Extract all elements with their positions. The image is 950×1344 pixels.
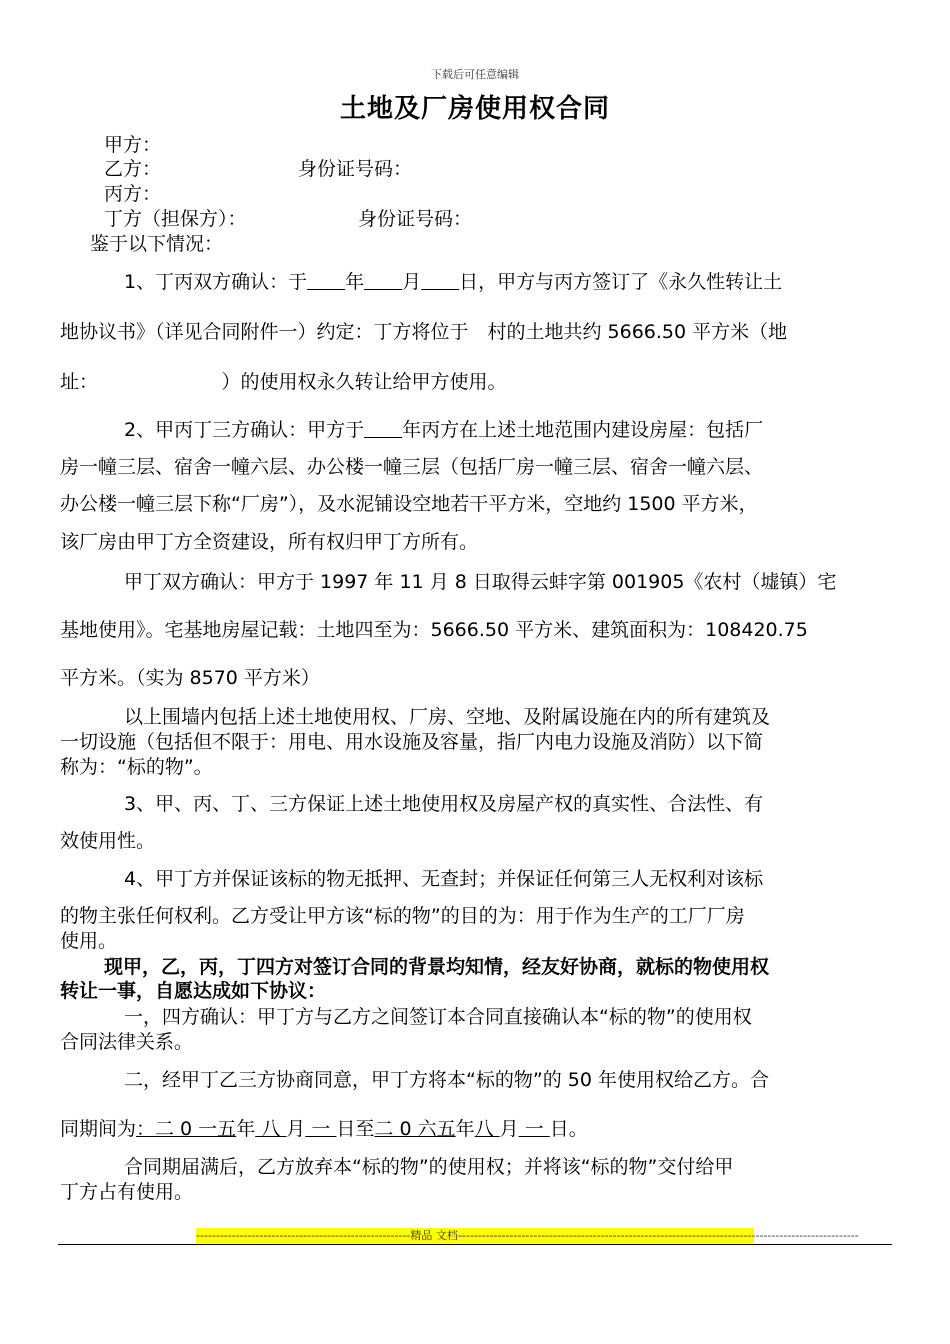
year-unit: 年 — [236, 1118, 256, 1140]
clause2-line1 — [60, 418, 892, 443]
clause2-line2: 房一幢三层、宿舍一幢六层、办公楼一幢三层（包括厂房一幢三层、宿舍一幢六层、 — [60, 456, 764, 478]
day-to-unit: 日至 — [336, 1118, 375, 1140]
clause1-line1 — [60, 270, 892, 295]
agreement-line1: 现甲，乙，丙，丁四方对签订合同的背景均知情，经友好协商，就标的物使用权 — [104, 956, 770, 978]
footer-banner: ------------------------------------------------------精品 文档----------------------------------------------------------------------------------------------------- — [196, 1229, 859, 1242]
article2-term-label: 同期间为 — [60, 1118, 137, 1140]
clause2b-line2: 基地使用》。宅基地房屋记载：土地四至为：5666.50 平方米、建筑面积为：108420.75 — [60, 619, 808, 641]
party-yi — [60, 157, 892, 182]
end-year: 二 0 六五 — [374, 1118, 456, 1140]
clause2b-line3: 平方米。（实为 8570 平方米） — [60, 667, 320, 689]
subject-line2: 一切设施（包括但不限于：用电、用水设施及容量，指厂内电力设施及消防）以下简 — [60, 731, 764, 753]
clause4-line3: 使用。 — [60, 930, 118, 952]
party-ding-label: 丁方（担保方）： — [104, 208, 247, 230]
clause4-line1: 4、甲丁方并保证该标的物无抵押、无查封；并保证任何第三人无权利对该标 — [124, 868, 764, 890]
party-ding-id-label: 身份证号码： — [358, 208, 473, 230]
clause3-line1: 3、甲、丙、丁、三方保证上述土地使用权及房屋产权的真实性、合法性、有 — [124, 793, 764, 815]
clause1-text-a: 1、丁丙双方确认：于 — [124, 271, 308, 293]
whereas-heading: 鉴于以下情况： — [90, 233, 224, 255]
party-ding — [60, 207, 892, 232]
month-unit-2: 月 — [499, 1118, 519, 1140]
footer-divider — [58, 1244, 892, 1245]
blank-month — [364, 271, 402, 293]
document-title: 土地及厂房使用权合同 — [339, 94, 610, 124]
end-day: 一 — [518, 1118, 550, 1140]
start-year: ：二 0 一五 — [136, 1118, 237, 1140]
party-yi-label: 乙方： — [104, 158, 162, 180]
expiry-line1: 合同期届满后，乙方放弃本“标的物”的使用权；并将该“标的物”交付给甲 — [124, 1156, 734, 1178]
clause3-line2: 效使用性。 — [60, 830, 156, 852]
subject-line1: 以上围墙内包括上述土地使用权、厂房、空地、及附属设施在内的所有建筑及 — [124, 706, 771, 728]
article2-line1: 二，经甲丁乙三方协商同意，甲丁方将本“标的物”的 50 年使用权给乙方。合 — [124, 1069, 769, 1091]
clause2-text-a: 2、甲丙丁三方确认：甲方于 — [124, 419, 365, 441]
start-month: 八 — [255, 1118, 287, 1140]
clause1-line2: 地协议书》（详见合同附件一）约定：丁方将位于 村的土地共约 5666.50 平方米（地 — [60, 321, 788, 343]
month-unit: 月 — [286, 1118, 306, 1140]
article1-line2: 合同法律关系。 — [60, 1031, 194, 1053]
party-bing: 丙方： — [104, 183, 162, 205]
year-unit-2: 年 — [455, 1118, 475, 1140]
clause1-text-b: 年 — [345, 271, 365, 293]
clause2-text-b: 年丙方在上述土地范围内建设房屋：包括厂 — [402, 419, 764, 441]
blank-year-2 — [364, 419, 402, 441]
clause2-line3: 办公楼一幢三层下称“厂房”），及水泥铺设空地若干平方米，空地约 1500 平方米， — [60, 493, 758, 515]
start-day: 一 — [305, 1118, 337, 1140]
party-yi-id-label: 身份证号码： — [298, 158, 413, 180]
article1-line1: 一，四方确认：甲丁方与乙方之间签订本合同直接确认本“标的物”的使用权 — [124, 1006, 752, 1028]
clause2b-line1: 甲丁双方确认：甲方于 1997 年 11 月 8 日取得云蚌字第 001905《农村（墟镇）宅 — [124, 571, 837, 593]
header-note: 下载后可任意编辑 — [431, 68, 519, 81]
clause1-line3: 址： ）的使用权永久转让给甲方使用。 — [60, 371, 507, 393]
clause4-line2: 的物主张任何权利。乙方受让甲方该“标的物”的目的为：用于作为生产的工厂厂房 — [60, 905, 745, 927]
clause1-text-c: 月 — [402, 271, 422, 293]
clause1-text-d: 日，甲方与丙方签订了《永久性转让土 — [459, 271, 783, 293]
end-month: 八 — [474, 1118, 500, 1140]
agreement-line2: 转让一事，自愿达成如下协议： — [60, 980, 327, 1002]
subject-line3: 称为：“标的物”。 — [60, 756, 213, 778]
party-jia: 甲方： — [104, 134, 162, 156]
article2-line2 — [60, 1117, 892, 1142]
blank-day — [421, 271, 459, 293]
clause2-line4: 该厂房由甲丁方全资建设，所有权归甲丁方所有。 — [60, 531, 479, 553]
day-unit-2: 日。 — [549, 1118, 588, 1140]
blank-year — [307, 271, 345, 293]
expiry-line2: 丁方占有使用。 — [60, 1181, 194, 1203]
